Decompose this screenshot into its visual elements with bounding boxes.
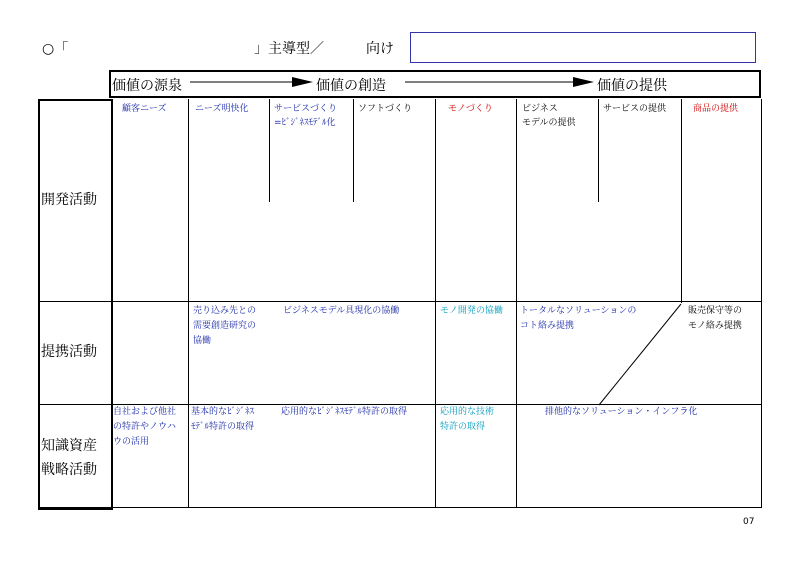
- row-development: 開発活動: [41, 192, 97, 208]
- alliance-total-1: トータルなソリューションの: [520, 306, 637, 316]
- alliance-sales-2: モノ絡み提携: [688, 321, 742, 331]
- col-monozukuri: モノづくり: [448, 104, 493, 114]
- col-software: ソフトづくり: [358, 104, 413, 114]
- row-ip-strategy-1: 知識資産: [41, 438, 97, 454]
- alliance-bizmodel: ビジネスモデル具現化の協働: [283, 306, 400, 316]
- alliance-mono-dev: モノ開発の協働: [440, 306, 503, 316]
- row-alliance: 提携活動: [41, 344, 97, 360]
- arrow-head-icon: [292, 77, 313, 87]
- alliance-sales-1: 販売保守等の: [688, 306, 743, 316]
- value-delivery-label: 価値の提供: [597, 78, 667, 94]
- col-business-sub: モデルの提供: [522, 118, 576, 128]
- value-creation-label: 価値の創造: [316, 78, 386, 94]
- ip-applied-tech-2: 特許の取得: [440, 422, 486, 432]
- title-close-bracket: 」主導型／: [254, 41, 324, 57]
- title-circle: ○「: [42, 41, 69, 57]
- ip-applied-tech-1: 応用的な技術: [440, 407, 495, 417]
- col-service-design: サービスづくり: [274, 104, 338, 114]
- col-needs-clarify: ニーズ明快化: [195, 104, 249, 114]
- col-business: ビジネス: [522, 104, 558, 114]
- alliance-total-2: コト絡み提携: [520, 321, 575, 331]
- page-number: 07: [743, 517, 755, 527]
- col-service-provide: サービスの提供: [603, 104, 667, 114]
- arrow-head-icon: [573, 77, 594, 87]
- diagonal-divider: [598, 303, 684, 406]
- ip-own-3: ウの活用: [113, 437, 150, 447]
- ip-own-2: の特許やノウハ: [113, 422, 177, 432]
- ip-exclusive: 排他的なソリューション・インフラ化: [545, 407, 698, 417]
- col-product-provide: 商品の提供: [693, 104, 739, 114]
- target-input-box[interactable]: [410, 32, 756, 63]
- flow-arrows: [180, 70, 610, 98]
- alliance-demand-3: 協働: [193, 336, 212, 346]
- title-for-label: 向け: [366, 41, 394, 57]
- ip-applied-biz: 応用的なﾋﾞｼﾞﾈｽﾓﾃﾞﾙ特許の取得: [281, 407, 408, 417]
- ip-basic-2: ﾓﾃﾞﾙ特許の取得: [191, 422, 255, 432]
- value-source-label: 価値の源泉: [112, 78, 182, 94]
- ip-own-1: 自社および他社: [113, 407, 177, 417]
- alliance-demand-1: 売り込み先との: [193, 306, 257, 316]
- alliance-demand-2: 需要創造研究の: [193, 321, 257, 331]
- ip-basic-1: 基本的なﾋﾞｼﾞﾈｽ: [191, 407, 255, 417]
- col-customer-needs: 顧客ニーズ: [122, 104, 167, 114]
- col-service-design-sub: =ﾋﾞｼﾞﾈｽﾓﾃﾞﾙ化: [274, 118, 336, 128]
- row-ip-strategy-2: 戦略活動: [41, 462, 97, 478]
